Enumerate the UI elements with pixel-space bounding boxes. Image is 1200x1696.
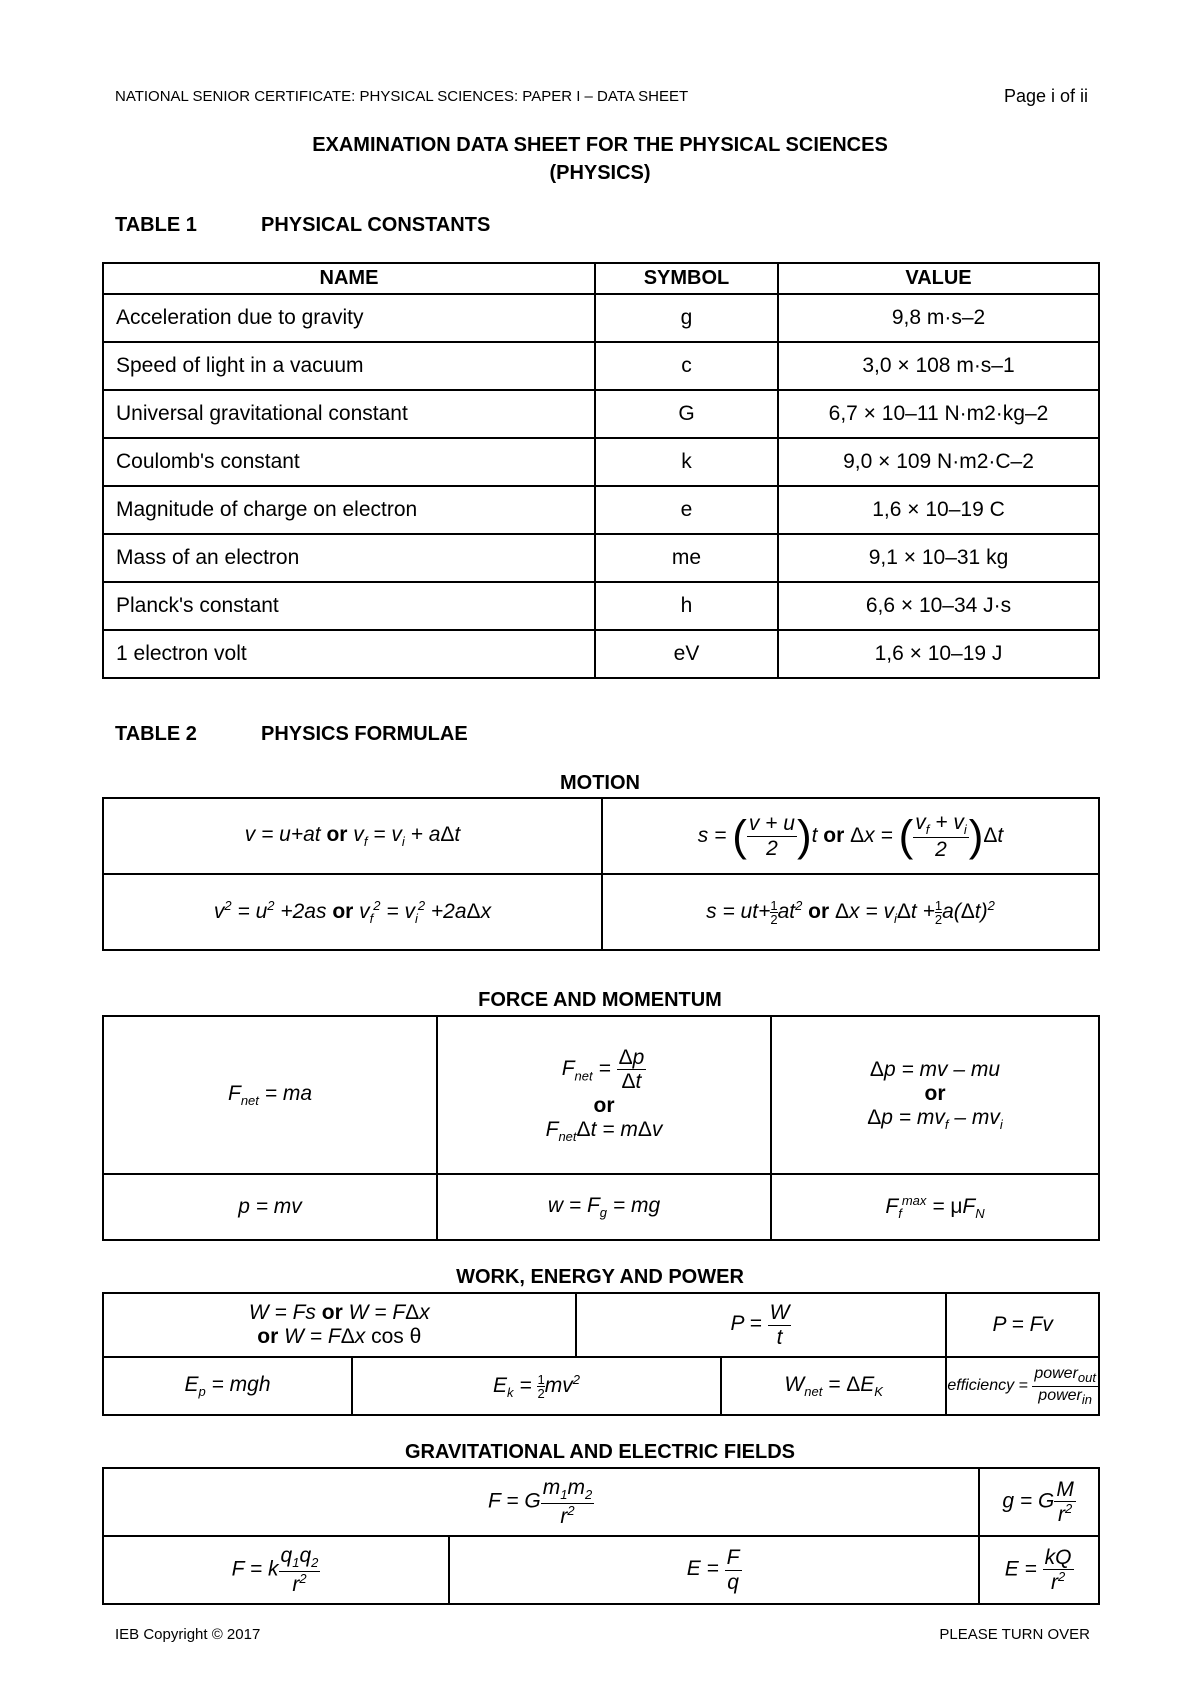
formula-work: W = Fs or W = FΔx or W = FΔx cos θ	[103, 1293, 576, 1357]
constants-table	[102, 262, 1100, 679]
formula-potential-energy: $E_p$ = mgh	[103, 1357, 352, 1415]
table-row	[103, 486, 1099, 534]
table-row	[103, 582, 1099, 630]
work-formulae-table	[102, 1292, 1100, 1416]
formula-friction: $F_f^{max} = \mu F_N$	[771, 1174, 1099, 1240]
constant-symbol: h	[595, 582, 778, 630]
col-header-name: NAME	[103, 263, 595, 294]
table2-label: TABLE 2	[115, 723, 197, 745]
page-title: EXAMINATION DATA SHEET FOR THE PHYSICAL SCIENCES	[312, 134, 888, 156]
formula-impulse: $F_{net}$ = $\frac{\Delta p}{\Delta t}$ or $F_{net}\Delta t = m\Delta v$	[437, 1016, 771, 1174]
table-row	[103, 438, 1099, 486]
formula-weight: $w = F_g$ = mg	[437, 1174, 771, 1240]
constant-value: 6,6 × 10–34 J·s	[778, 582, 1099, 630]
page-number: Page i of ii	[1003, 86, 1088, 106]
section-work: WORK, ENERGY AND POWER	[456, 1266, 744, 1288]
constant-symbol: me	[595, 534, 778, 582]
constant-symbol: e	[595, 486, 778, 534]
formula-displacement-acceleration: s = ut+ $\frac{1}{2}$ $at^2$ or $\Delta x = v_i\Delta t$ + $\frac{1}{2}$ $a(\Delta t)^2$	[602, 874, 1099, 950]
table-row	[103, 390, 1099, 438]
constant-name: Speed of light in a vacuum	[103, 342, 595, 390]
table-row	[103, 630, 1099, 678]
constant-value: 1,6 × 10–19 C	[778, 486, 1099, 534]
table-row	[103, 342, 1099, 390]
formula-velocity: v = u+at or $v_f = v_i + a\Delta t$	[103, 798, 602, 874]
formula-power: P = $\frac{W}{t}$	[576, 1293, 947, 1357]
constant-value: 9,8 m·s–2	[778, 294, 1099, 342]
constant-symbol: G	[595, 390, 778, 438]
formula-momentum: p = mv	[103, 1174, 437, 1240]
page-subtitle: (PHYSICS)	[549, 162, 651, 184]
constant-value: 9,1 × 10–31 kg	[778, 534, 1099, 582]
formula-power-velocity: P = Fv	[946, 1293, 1099, 1357]
formula-work-energy: $W_{net} = \Delta E_K$	[721, 1357, 946, 1415]
formula-kinetic-energy: $E_k$ = $\frac{1}{2}$ $mv^2$	[352, 1357, 721, 1415]
formula-efficiency: efficiency = $\frac{power_{out}}{power_{in}}$	[946, 1357, 1099, 1415]
constant-name: Coulomb's constant	[103, 438, 595, 486]
constant-symbol: c	[595, 342, 778, 390]
section-force: FORCE AND MOMENTUM	[478, 989, 722, 1011]
constant-name: Planck's constant	[103, 582, 595, 630]
col-header-value: VALUE	[778, 263, 1099, 294]
table1-caption: PHYSICAL CONSTANTS	[261, 214, 491, 236]
constant-name: 1 electron volt	[103, 630, 595, 678]
constant-value: 6,7 × 10–11 N·m2·kg–2	[778, 390, 1099, 438]
formula-coulomb-force: F = k $\frac{q_1q_2}{r^2}$	[103, 1536, 449, 1604]
header-left: NATIONAL SENIOR CERTIFICATE: PHYSICAL SCIENCES: PAPER I – DATA SHEET	[115, 88, 689, 105]
constant-name: Universal gravitational constant	[103, 390, 595, 438]
table2-caption: PHYSICS FORMULAE	[261, 723, 468, 745]
table-row	[103, 534, 1099, 582]
force-formulae-table	[102, 1015, 1100, 1241]
constant-name: Acceleration due to gravity	[103, 294, 595, 342]
formula-point-charge-field: E = $\frac{kQ}{r^2}$	[979, 1536, 1099, 1604]
formula-momentum-change: Δp = mv – mu or $\Delta p = mv_f - mv_i$	[771, 1016, 1099, 1174]
footer-turn-over: PLEASE TURN OVER	[939, 1626, 1090, 1643]
constant-value: 1,6 × 10–19 J	[778, 630, 1099, 678]
constant-name: Mass of an electron	[103, 534, 595, 582]
formula-newton-second: $F_{net}$ = ma	[103, 1016, 437, 1174]
section-fields: GRAVITATIONAL AND ELECTRIC FIELDS	[405, 1441, 795, 1463]
motion-formulae-table	[102, 797, 1100, 951]
footer-copyright: IEB Copyright © 2017	[115, 1626, 261, 1643]
col-header-symbol: SYMBOL	[595, 263, 778, 294]
constant-value: 3,0 × 108 m·s–1	[778, 342, 1099, 390]
formula-velocity-squared: $v^2 = u^2 +2as$ or $v_f^2 = v_i^2 +2a\Delta x$	[103, 874, 602, 950]
constant-symbol: eV	[595, 630, 778, 678]
formula-gravitational-field: g = G $\frac{M}{r^2}$	[979, 1468, 1099, 1536]
fields-formulae-table	[102, 1467, 1100, 1605]
constant-symbol: k	[595, 438, 778, 486]
section-motion: MOTION	[560, 772, 640, 794]
formula-gravitational-force: F = G $\frac{m_1m_2}{r^2}$	[103, 1468, 979, 1536]
formula-displacement-average: s = ( $\frac{v + u}{2}$ )t or Δx = ( $\frac{v_f + v_i}{2}$ )Δt	[602, 798, 1099, 874]
table-row	[103, 294, 1099, 342]
formula-electric-field: E = $\frac{F}{q}$	[449, 1536, 979, 1604]
constant-symbol: g	[595, 294, 778, 342]
constant-value: 9,0 × 109 N·m2·C–2	[778, 438, 1099, 486]
constant-name: Magnitude of charge on electron	[103, 486, 595, 534]
table1-label: TABLE 1	[115, 214, 197, 236]
